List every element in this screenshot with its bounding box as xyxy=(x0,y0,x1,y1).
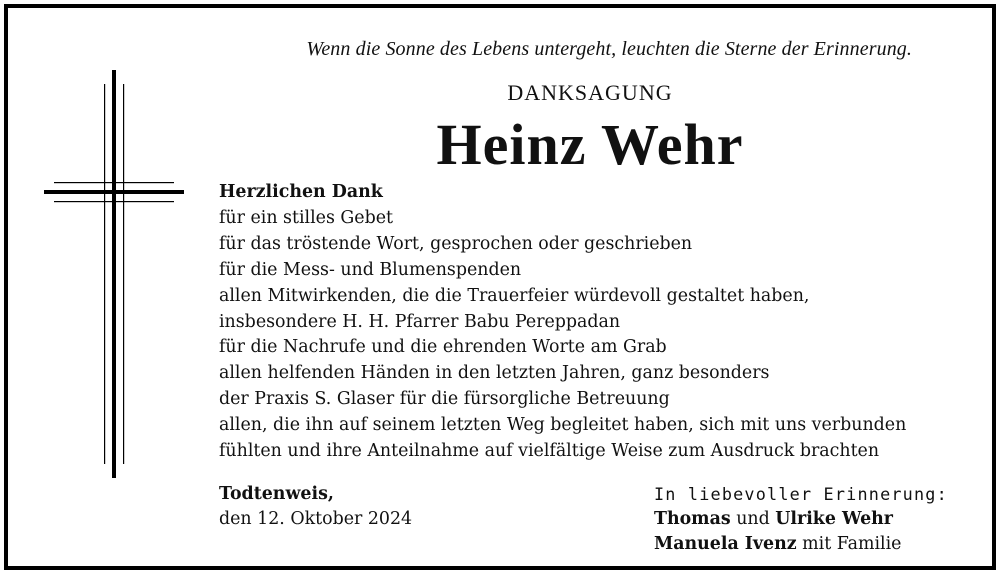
signer-suffix: mit Familie xyxy=(802,534,902,554)
signer-conjunction: und xyxy=(736,509,770,529)
signer-name: Manuela Ivenz xyxy=(654,534,797,554)
motto-quote: Wenn die Sonne des Lebens untergeht, leuchten die Sterne der Erinnerung. xyxy=(306,38,912,60)
town: Todtenweis, xyxy=(219,484,334,504)
thanks-line: allen Mitwirkenden, die die Trauerfeier würdevoll gestaltet haben, xyxy=(219,285,810,306)
heading: DANKSAGUNG xyxy=(507,80,673,105)
thanks-line: fühlten und ihre Anteilnahme auf vielfältige Weise zum Ausdruck brachten xyxy=(219,441,880,462)
thanks-line: der Praxis S. Glaser für die fürsorgliche Betreuung xyxy=(219,389,670,410)
latin-cross-icon xyxy=(44,70,184,478)
signer-name: Thomas xyxy=(654,509,731,529)
thanks-line: für die Mess- und Blumenspenden xyxy=(219,259,522,280)
obituary-notice xyxy=(4,4,996,570)
signature-names-line-2 xyxy=(654,532,948,557)
date: den 12. Oktober 2024 xyxy=(219,509,413,529)
thanks-line: insbesondere H. H. Pfarrer Babu Pereppadan xyxy=(219,311,621,332)
thanks-line: für ein stilles Gebet xyxy=(219,207,393,228)
signer-name: Ulrike Wehr xyxy=(775,509,893,529)
thanks-line: für das tröstende Wort, gesprochen oder geschrieben xyxy=(219,233,693,254)
signature-names-line-1 xyxy=(654,507,948,532)
deceased-name: Heinz Wehr xyxy=(436,112,744,177)
signature-block xyxy=(654,482,948,557)
signature-lead: In liebevoller Erinnerung: xyxy=(654,484,948,504)
thanks-block xyxy=(219,180,906,465)
thanks-intro: Herzlichen Dank xyxy=(219,182,383,202)
thanks-line: für die Nachrufe und die ehrenden Worte am Grab xyxy=(219,337,667,358)
place-and-date xyxy=(219,482,412,532)
thanks-line: allen, die ihn auf seinem letzten Weg begleitet haben, sich mit uns verbunden xyxy=(219,415,907,436)
thanks-line: allen helfenden Händen in den letzten Jahren, ganz besonders xyxy=(219,363,770,384)
